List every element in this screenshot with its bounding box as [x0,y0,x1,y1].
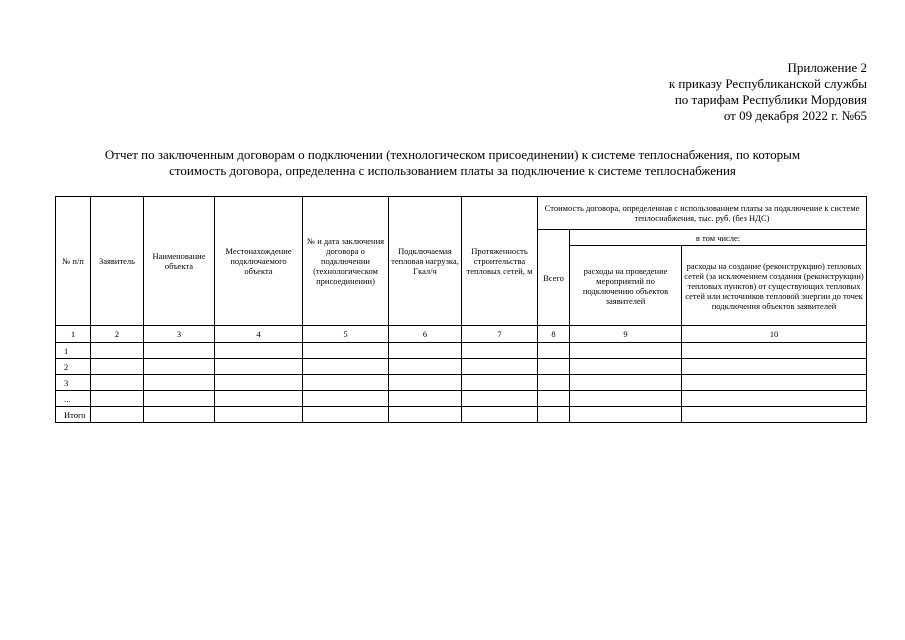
table-cell [91,343,144,359]
table-cell [215,391,303,407]
table-cell [144,391,215,407]
table-cell [91,375,144,391]
column-number-row [56,326,867,343]
column-number: 1 [56,326,91,343]
table-cell [389,375,462,391]
title-line: Отчет по заключенным договорам о подключении (технологическом присоединении) к системе теплоснабжения, по которым [104,147,801,162]
table-cell [303,343,389,359]
header-including: в том числе: [570,230,867,246]
row-label: 2 [56,359,91,375]
table-cell [144,359,215,375]
row-label: 3 [56,375,91,391]
table-cell [682,359,867,375]
table-cell [144,343,215,359]
table-cell [462,375,538,391]
table-cell [215,359,303,375]
column-number: 2 [91,326,144,343]
column-number: 7 [462,326,538,343]
table-row [56,375,867,391]
table-cell [682,407,867,423]
table-cell [462,391,538,407]
table-cell [538,359,570,375]
table-row [56,359,867,375]
header-object-location: Местонахождение подключаемого объекта [215,197,303,326]
table-cell [682,343,867,359]
header-construction-cost: расходы на создание (реконструкцию) тепловых сетей (за исключением создания (реконструкции) тепловых пунктов) от существующих тепловых сетей или источников тепловой энергии до точек подключения объектов заявителей [682,246,867,326]
header-num: № п/п [56,197,91,326]
table-cell [389,343,462,359]
table-cell [215,375,303,391]
table-cell [462,407,538,423]
table-cell [303,359,389,375]
report-table [55,196,867,423]
table-cell [215,407,303,423]
row-label: Итого [56,407,91,423]
table-cell [570,359,682,375]
appendix-line: по тарифам Республики Мордовия [674,92,867,107]
column-number: 8 [538,326,570,343]
table-cell [538,375,570,391]
table-cell [462,359,538,375]
table-cell [91,391,144,407]
table-cell [538,391,570,407]
table-row [56,343,867,359]
header-cost-group: Стоимость договора, определенная с использованием платы за подключение к системе теплоснабжения, тыс. руб. (без НДС) [538,197,867,230]
header-applicant: Заявитель [91,197,144,326]
column-number: 4 [215,326,303,343]
table-cell [91,407,144,423]
header-object-name: Наименование объекта [144,197,215,326]
table-cell [570,343,682,359]
table-cell [570,407,682,423]
title-line: стоимость договора, определенна с использованием платы за подключение к системе теплоснабжения [169,163,736,178]
appendix-reference [467,60,867,124]
header-network-length: Протяженность строительства тепловых сетей, м [462,197,538,326]
table-cell [389,359,462,375]
table-cell [538,407,570,423]
appendix-line: к приказу Республиканской службы [668,76,867,91]
table-cell [303,391,389,407]
table-cell [389,407,462,423]
header-heat-load: Подключаемая тепловая нагрузка, Гкал/ч [389,197,462,326]
table-cell [144,375,215,391]
table-cell [215,343,303,359]
table-cell [538,343,570,359]
appendix-line: Приложение 2 [787,60,867,75]
appendix-line: от 09 декабря 2022 г. №65 [723,108,867,123]
table-cell [570,391,682,407]
column-number: 9 [570,326,682,343]
column-number: 10 [682,326,867,343]
column-number: 3 [144,326,215,343]
header-total: Всего [538,230,570,326]
header-activities-cost: расходы на проведение мероприятий по подключению объектов заявителей [570,246,682,326]
table-row [56,391,867,407]
header-contract: № и дата заключения договора о подключении (технологическом присоединении) [303,197,389,326]
table-cell [570,375,682,391]
table-cell [682,391,867,407]
table-cell [389,391,462,407]
table-cell [144,407,215,423]
table-cell [462,343,538,359]
column-number: 6 [389,326,462,343]
table-cell [91,359,144,375]
document-title [40,147,865,179]
row-label: ... [56,391,91,407]
total-row [56,407,867,423]
table-cell [682,375,867,391]
column-number: 5 [303,326,389,343]
row-label: 1 [56,343,91,359]
table-cell [303,375,389,391]
table-cell [303,407,389,423]
